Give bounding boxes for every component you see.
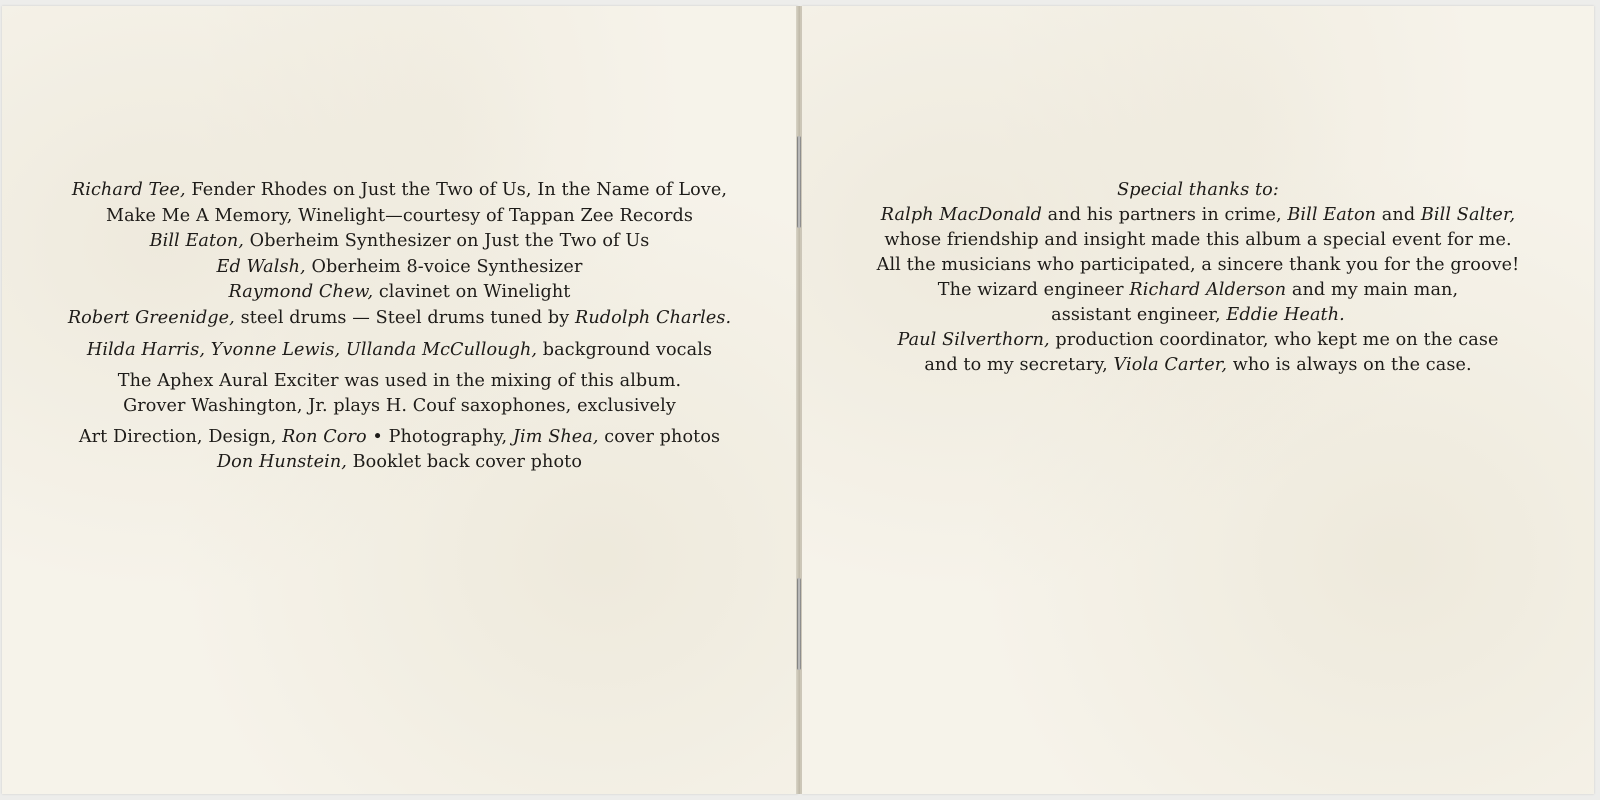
- special-thanks-block: [822, 178, 1574, 378]
- credit-line: Hilda Harris, Yvonne Lewis, Ullanda McCullough, background vocals: [86, 340, 713, 360]
- thanks-line: Ralph MacDonald and his partners in crime, Bill Eaton and Bill Salter,: [880, 205, 1516, 225]
- staple: [797, 578, 801, 670]
- thanks-line: Paul Silverthorn, production coordinator, who kept me on the case: [897, 330, 1499, 350]
- credit-line: The Aphex Aural Exciter was used in the mixing of this album.: [117, 370, 682, 391]
- credit-line: Raymond Chew, clavinet on Winelight: [228, 282, 571, 302]
- credit-line: Richard Tee, Fender Rhodes on Just the Two of Us, In the Name of Love,: [71, 180, 728, 200]
- thanks-line: The wizard engineer Richard Alderson and my main man,: [937, 280, 1459, 300]
- credit-line: Robert Greenidge, steel drums — Steel drums tuned by Rudolph Charles.: [67, 307, 732, 328]
- credits-block: [42, 178, 757, 476]
- credit-line: Grover Washington, Jr. plays H. Couf saxophones, exclusively: [123, 396, 676, 416]
- credit-line: Bill Eaton, Oberheim Synthesizer on Just the Two of Us: [149, 231, 650, 251]
- right-page: [802, 6, 1594, 794]
- credit-line: Don Hunstein, Booklet back cover photo: [216, 452, 583, 472]
- credit-line: Make Me A Memory, Winelight—courtesy of Tappan Zee Records: [105, 205, 693, 226]
- staple: [797, 136, 801, 228]
- thanks-line: All the musicians who participated, a sincere thank you for the groove!: [876, 255, 1520, 275]
- thanks-line: assistant engineer, Eddie Heath.: [1051, 305, 1345, 325]
- thanks-line: and to my secretary, Viola Carter, who is always on the case.: [924, 355, 1472, 375]
- thanks-heading: Special thanks to:: [1117, 180, 1279, 200]
- credit-line: Art Direction, Design, Ron Coro • Photography, Jim Shea, cover photos: [78, 426, 721, 447]
- left-page: [2, 6, 798, 794]
- credit-line: Ed Walsh, Oberheim 8-voice Synthesizer: [216, 256, 583, 277]
- thanks-line: whose friendship and insight made this album a special event for me.: [884, 230, 1512, 250]
